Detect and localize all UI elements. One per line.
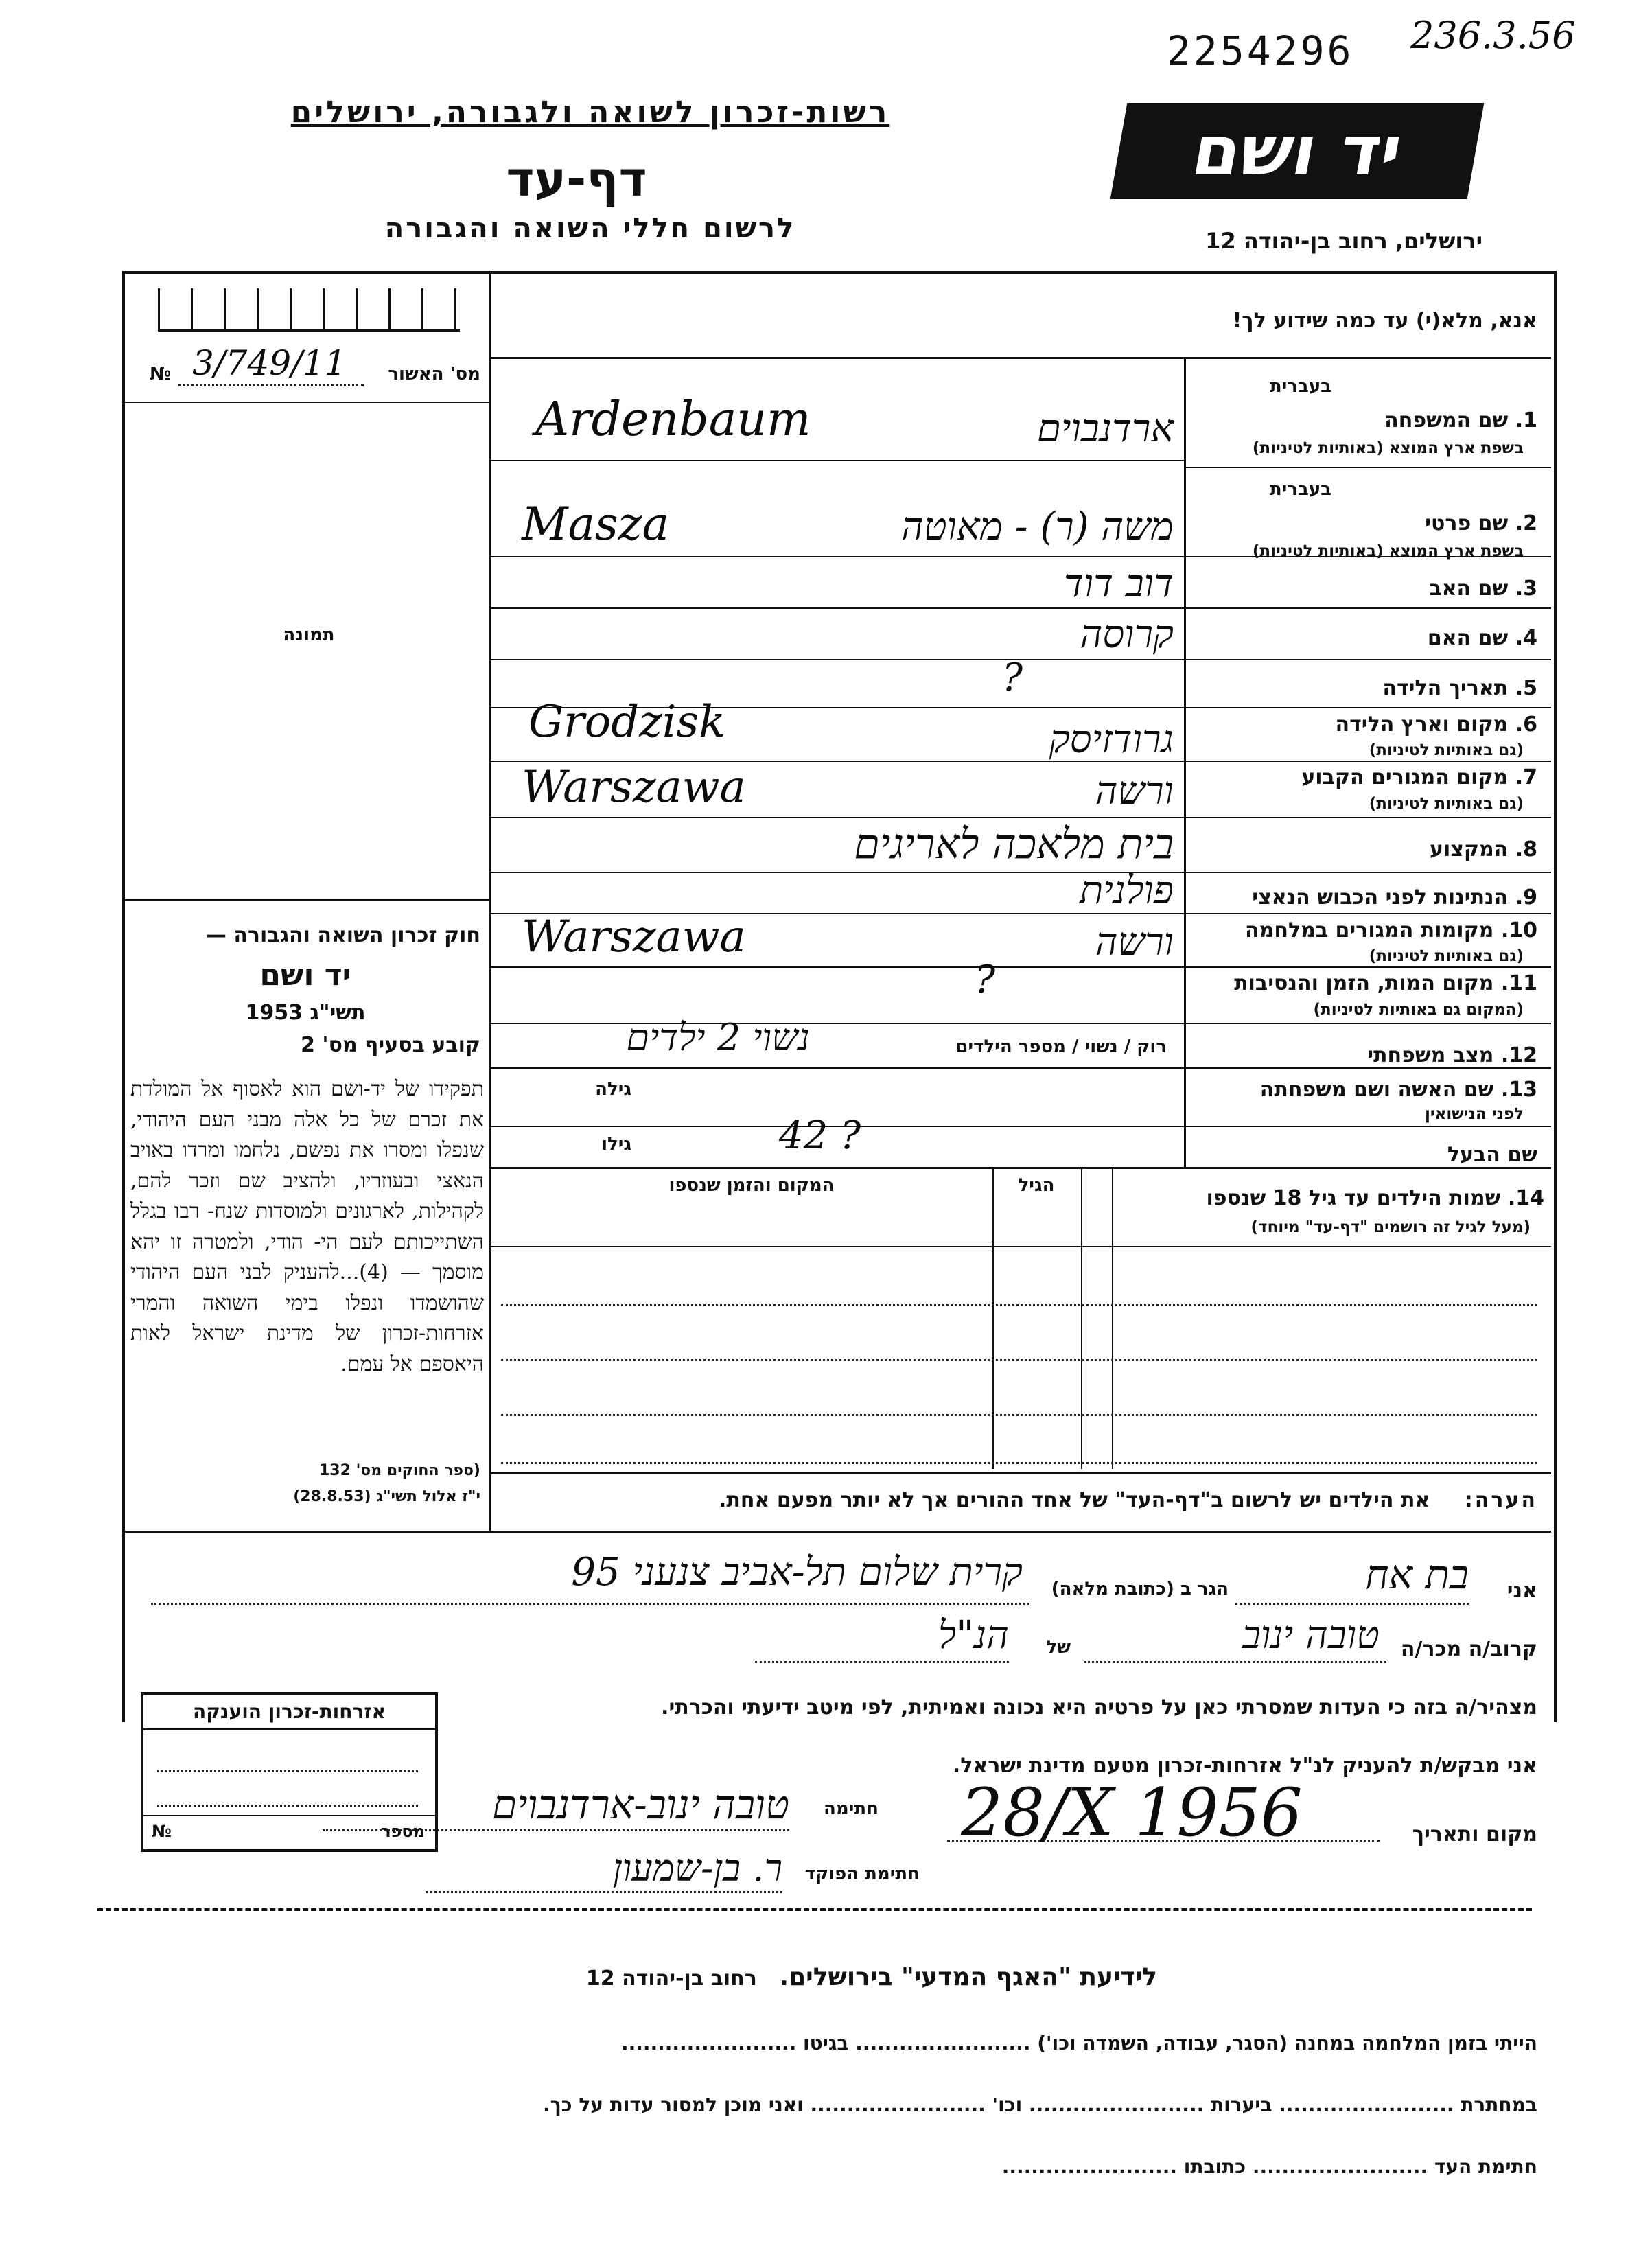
approval-divider	[125, 402, 489, 403]
field-10-num: 10.	[1500, 918, 1537, 942]
children-num: 14.	[1507, 1186, 1544, 1210]
field-13-num: 13.	[1500, 1078, 1537, 1102]
declarant-relative-label: קרוב/ה מכר/ה	[1400, 1637, 1537, 1661]
field-7-num: 7.	[1515, 765, 1537, 789]
children-col-3	[1112, 1167, 1113, 1469]
field-10-text: מקומות המגורים במלחמה	[1245, 918, 1494, 942]
field-10-value-latin: Warszawa	[522, 912, 746, 962]
date-value: 28/X 1956	[961, 1774, 1303, 1851]
field-6-value-he: גרודזיסק	[1049, 717, 1174, 762]
footer-address: רחוב בן-יהודה 12	[585, 1967, 757, 1991]
field-1-num: 1.	[1515, 408, 1537, 432]
stamp-box-title: אזרחות-זכרון הוענקה	[143, 1695, 435, 1730]
children-row-line	[501, 1304, 1537, 1306]
approval-line	[178, 384, 364, 386]
children-col-1	[992, 1167, 994, 1469]
husband-age-value: 42 ?	[779, 1113, 861, 1158]
field-7-value-latin: Warszawa	[522, 762, 746, 813]
declarant-relative-of-line	[755, 1661, 1009, 1663]
law-ref-1: (ספר החוקים מס' 132	[318, 1462, 480, 1479]
field-5-num: 5.	[1515, 676, 1537, 700]
request-divider	[489, 357, 1551, 359]
field-2-label	[1194, 511, 1537, 535]
children-col-age: הגיל	[1018, 1175, 1055, 1196]
declarant-resides-label: הגר ב (כתובת מלאה)	[1051, 1579, 1229, 1599]
approval-value: 3/749/11	[192, 343, 347, 383]
approval-label: מס' האשור	[388, 364, 480, 384]
law-ref-2: י"ז אלול תשי"ג (28.8.53)	[293, 1488, 480, 1505]
note-text: את הילדים יש לרשום ב"דף-העד" של אחד ההורים אך לא יותר מפעם אחת.	[719, 1488, 1430, 1512]
signature-value: טובה ינוב-ארדנבוים	[492, 1781, 789, 1828]
row-line	[489, 460, 1184, 461]
row-line	[489, 966, 1551, 968]
field-9-value-he: פולנית	[1080, 868, 1174, 913]
officer-label: חתימת הפוקד	[804, 1864, 920, 1884]
header-address: ירושלים, רחוב בן-יהודה 12	[1205, 228, 1482, 254]
stamp-box-number-label: מספר	[381, 1822, 425, 1841]
place-date-label: מקום ותאריך	[1412, 1822, 1537, 1846]
field-6-text: מקום וארץ הלידה	[1335, 712, 1509, 737]
row-line	[489, 1067, 1551, 1069]
husband-label: שם הבעל	[1447, 1143, 1537, 1167]
field-7-value-he: ורשה	[1095, 769, 1174, 813]
field-4-value-he: קרוסה	[1080, 612, 1174, 657]
field-8-value-he: בית מלאכה לאריגים	[854, 820, 1174, 868]
row-line	[489, 607, 1551, 609]
field-12-text: מצב משפחתי	[1367, 1043, 1494, 1067]
field-10-label	[1194, 918, 1537, 942]
field-10-value-he: ורשה	[1095, 920, 1174, 964]
field-12-value-he: נשוי 2 ילדים	[626, 1016, 810, 1059]
field-6-num: 6.	[1515, 712, 1537, 737]
children-row-line	[501, 1414, 1537, 1416]
children-header-line	[489, 1246, 1551, 1247]
field-11-value-he: ?	[975, 958, 996, 1002]
row-line	[489, 556, 1551, 557]
field-4-label	[1194, 626, 1537, 650]
field-8-text: המקצוע	[1429, 837, 1509, 861]
declarant-resides-value: קרית שלום תל-אביב צנעני 95	[571, 1550, 1023, 1595]
law-section: קובע בסעיף מס' 2	[301, 1033, 480, 1057]
field-10-sub: (גם באותיות לטיניות)	[1369, 947, 1524, 965]
memorial-citizenship-box	[141, 1692, 438, 1852]
officer-value: ר. בן-שמעון	[612, 1846, 782, 1890]
field-7-text: מקום המגורים הקבוע	[1301, 765, 1509, 789]
children-row-line	[501, 1462, 1537, 1464]
field-13-label	[1194, 1078, 1537, 1102]
stamp-box-divider	[143, 1815, 435, 1816]
field-6-value-latin: Grodzisk	[528, 697, 726, 748]
field-5-text: תאריך הלידה	[1382, 676, 1509, 700]
children-sub: (מעל לגיל זה רושמים "דף-עד" מיוחד)	[1250, 1218, 1531, 1236]
field-11-text: מקום המות, הזמן והנסיבות	[1234, 971, 1494, 995]
field-3-num: 3.	[1515, 577, 1537, 601]
signature-label: חתימה	[824, 1798, 879, 1819]
children-top-line	[489, 1167, 1551, 1169]
field-4-text: שם האם	[1427, 626, 1509, 650]
field-7-sub: (גם באותיות לטיניות)	[1369, 795, 1524, 813]
children-row-line	[501, 1359, 1537, 1361]
husband-age-label: גילו	[601, 1134, 631, 1155]
field-1-sub-he: בעברית	[1269, 376, 1331, 397]
footer-frame	[97, 1908, 1532, 2227]
declarant-i-label: אני	[1506, 1579, 1537, 1603]
photo-label: תמונה	[283, 625, 335, 645]
law-year: תשי"ג 1953	[245, 1001, 366, 1025]
field-12-label	[1194, 1043, 1537, 1067]
declarant-relative-of-value: הנ"ל	[938, 1613, 1009, 1658]
field-8-label	[1194, 837, 1537, 861]
note-line	[501, 1488, 1537, 1512]
footer-line-1: הייתי בזמן המלחמה במחנה (הסגר, עבודה, השמדה וכו') ........................ בגיטו ........................	[620, 2032, 1537, 2054]
field-11-label	[1194, 971, 1537, 995]
stamp-box-no-label: №	[152, 1822, 172, 1841]
footer-title-line	[508, 1963, 1235, 1991]
field-13-sub: לפני הנישואין	[1425, 1105, 1524, 1123]
field-2-value-latin: Masza	[522, 498, 669, 551]
field-8-num: 8.	[1515, 837, 1537, 861]
request-line: אנא, מלא(י) עד כמה שידוע לך!	[1232, 309, 1537, 333]
approval-no-label: №	[150, 364, 172, 384]
law-text: תפקידו של יד-ושם הוא לאסוף אל המולדת את זכרם של כל אלה מבני העם היהודי, שנפלו ומסרו את נפשם, נלחמו ומרדו באויב הנאצי ובעוזריו, ולהציב שם וזכר להם, לקהילות, לארגונים ולמוסדות שנח- רבו בגלל השתייכותם לעם הי- הודי, ולמטרה זו יהא מוסמך — (4)...להעניק לבני העם היהודי שהושמדו ונפלו בימי השואה והמרי אזרחות-זכרון של מדינת ישראל לאות היאספם אל עמם.	[130, 1077, 485, 1376]
stamp-box-line	[157, 1770, 418, 1772]
footer-line-3: חתימת העד ........................ כתובתו ........................	[1001, 2155, 1537, 2178]
children-col-2	[1081, 1167, 1082, 1469]
field-13-age-label: גילה	[595, 1079, 631, 1100]
field-11-sub: (המקום גם באותיות לטיניות)	[1313, 1001, 1524, 1019]
field-1-text: שם המשפחה	[1384, 408, 1509, 432]
field-1-sub: בשפת ארץ המוצא (באותיות לטיניות)	[1252, 439, 1524, 457]
field-2-num: 2.	[1515, 511, 1537, 535]
field-5-value-he: ?	[1002, 656, 1023, 700]
field-7-label	[1194, 765, 1537, 789]
law-name: יד ושם	[259, 958, 351, 993]
field-2-value-he: משה (ר) - מאוטה	[901, 505, 1174, 549]
note-bottom-line	[125, 1531, 1551, 1533]
stamp-box-line	[157, 1805, 418, 1807]
children-label-text: שמות הילדים עד גיל 18 שנספו	[1206, 1186, 1501, 1210]
declarant-i-line	[1235, 1603, 1469, 1605]
form-subtitle: לרשום חללי השואה והגבורה	[384, 213, 796, 244]
approval-ticks	[158, 288, 460, 332]
field-13-text: שם האשה ושם משפחתה	[1259, 1078, 1494, 1102]
label-value-divider	[1184, 357, 1186, 1167]
officer-line	[426, 1891, 782, 1893]
declarant-relative-value: טובה ינוב	[1242, 1613, 1380, 1658]
row-line	[489, 817, 1551, 818]
field-6-label	[1194, 712, 1537, 737]
field-9-label	[1194, 885, 1537, 909]
date-line	[947, 1840, 1380, 1842]
corner-note: 236.3.56	[1410, 14, 1576, 57]
field-1-label	[1194, 408, 1537, 432]
field-9-text: הנתינות לפני הכבוש הנאצי	[1252, 885, 1509, 909]
field-9-num: 9.	[1515, 885, 1537, 909]
field-2-sub: בשפת ארץ המוצא (באותיות לטיניות)	[1252, 542, 1524, 560]
declarant-of-label: של	[1046, 1637, 1071, 1658]
serial-number: 2254296	[1167, 27, 1354, 74]
field-12-options: רוק / נשוי / מספר הילדים	[955, 1036, 1167, 1057]
declarant-resides-line	[151, 1603, 1029, 1605]
photo-divider	[125, 899, 489, 901]
field-1-value-latin: Ardenbaum	[535, 393, 811, 447]
row-line	[1184, 467, 1551, 468]
children-label	[1119, 1186, 1544, 1210]
declarant-request: אני מבקש/ת להעניק לנ"ל אזרחות-זכרון מטעם מדינת ישראל.	[952, 1754, 1537, 1778]
children-col-place: המקום והזמן שנספו	[668, 1175, 835, 1196]
declarant-i-value: בת אח	[1365, 1551, 1469, 1598]
footer-title: לידיעת "האגף המדעי" בירושלים.	[779, 1963, 1158, 1991]
yad-vashem-logo: יד ושם	[1110, 103, 1485, 199]
field-6-sub: (גם באותיות לטיניות)	[1369, 741, 1524, 759]
field-3-text: שם האב	[1429, 577, 1509, 601]
field-11-num: 11.	[1500, 971, 1537, 995]
field-4-num: 4.	[1515, 626, 1537, 650]
org-line: רשות-זכרון לשואה ולגבורה, ירושלים	[290, 95, 890, 130]
footer-line-2: במחתרת ........................ ביערות ........................ וכו' ........................ ואני מוכן למסור עדות על כך.	[542, 2094, 1537, 2116]
field-2-text: שם פרטי	[1425, 511, 1509, 535]
field-1-value-he: ארדנבוים	[1036, 406, 1174, 451]
law-title: חוק זכרון השואה והגבורה —	[205, 923, 480, 947]
row-line	[489, 1126, 1551, 1127]
field-12-num: 12.	[1500, 1043, 1537, 1067]
field-3-value-he: דוב דוד	[1063, 561, 1174, 606]
form-title: דף-עד	[506, 151, 647, 207]
declarant-relative-line	[1084, 1661, 1386, 1663]
note-label: הערה:	[1464, 1488, 1537, 1512]
declarant-statement: מצהיר/ה בזה כי העדות שמסרתי כאן על פרטיה היא נכונה ואמיתית, לפי מיטב ידיעתי והכרתי.	[661, 1695, 1537, 1719]
field-3-label	[1194, 577, 1537, 601]
field-2-sub-he: בעברית	[1269, 479, 1331, 500]
field-5-label	[1194, 676, 1537, 700]
children-bottom-line	[489, 1472, 1551, 1474]
